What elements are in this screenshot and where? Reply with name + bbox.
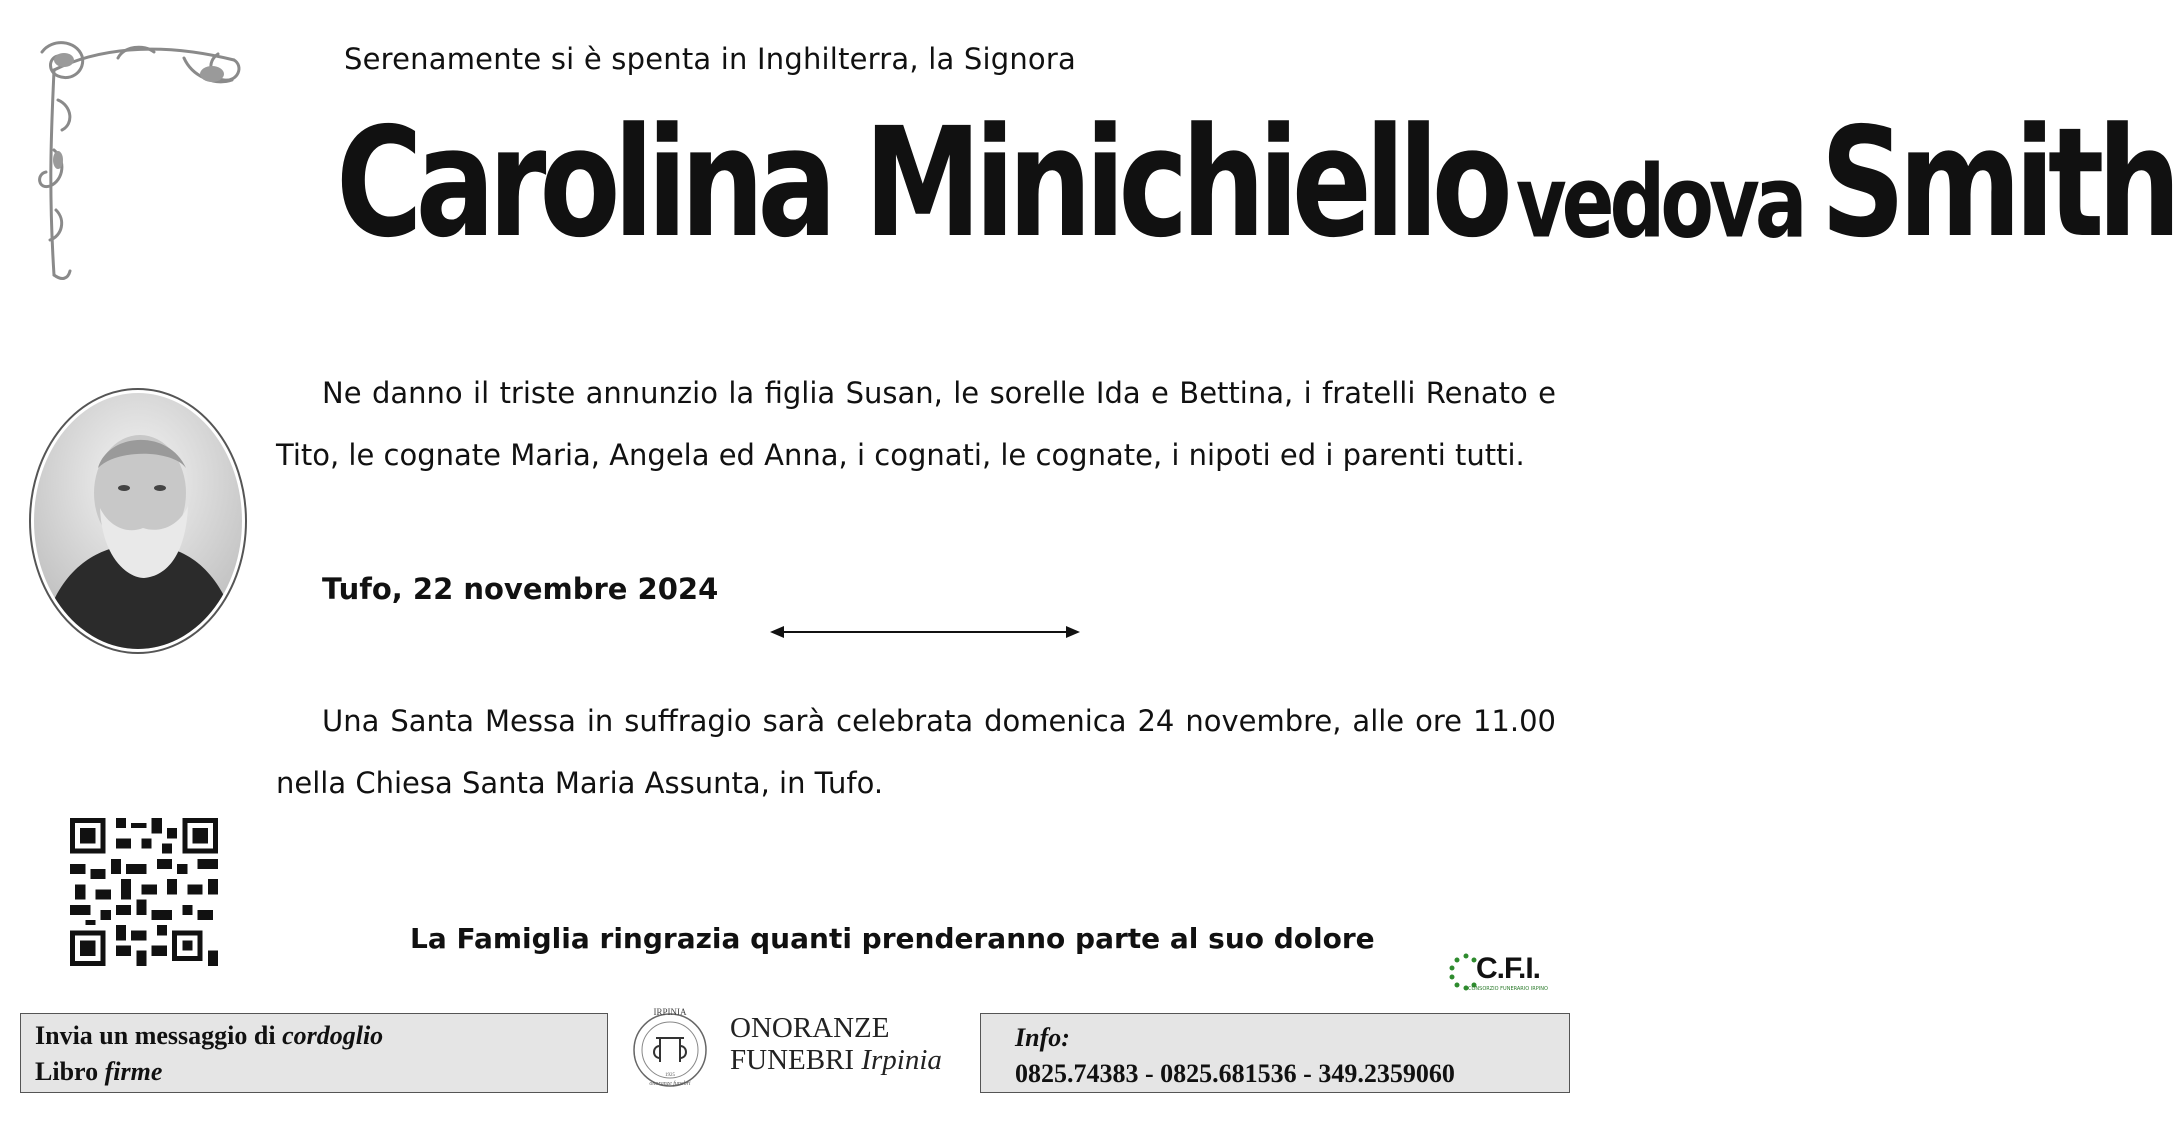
guestbook-link[interactable]: Libro firme [35,1057,163,1086]
funeral-home-seal-icon [630,1000,710,1092]
condolence-box[interactable] [20,1013,608,1093]
name-connector: vedova [1515,145,1803,261]
family-thanks: La Famiglia ringrazia quanti prenderanno parte al suo dolore [410,922,1375,955]
intro-text: Serenamente si è spenta in Inghilterra, la Signora [344,42,1076,76]
cfi-logo [1448,950,1548,998]
deceased-first-name: Carolina Minichiello [336,94,1506,271]
seal-year-text: 1925 [665,1073,675,1078]
condolence-message-link[interactable]: Invia un messaggio di cordoglio [35,1021,384,1050]
mass-paragraph: Una Santa Messa in suffragio sarà celebrata domenica 24 novembre, alle ore 11.00 nella Chiesa Santa Maria Assunta, in Tufo. [276,704,1556,800]
place-date: Tufo, 22 novembre 2024 [322,572,719,606]
seal-bottom-text: onoranze funebri [649,1081,691,1087]
announcement-paragraph: Ne danno il triste annunzio la figlia Susan, le sorelle Ida e Bettina, i fratelli Renato e Tito, le cognate Maria, Angela ed Anna, i cognati, le cognate, i nipoti ed i parenti tutti. [276,376,1556,472]
info-box [980,1013,1570,1093]
cfi-logo-text: C.F.I. [1476,952,1541,985]
deceased-name [336,94,2174,315]
cfi-logo-subtext: CONSORZIO FUNERARIO IRPINO [1468,986,1548,992]
funeral-home-name: ONORANZE FUNEBRI Irpinia [730,1012,942,1076]
seal-top-text: IRPINIA [653,1007,687,1017]
portrait-icon [28,388,248,654]
corner-ornament-icon [34,30,244,290]
deceased-married-name: Smith [1820,94,2174,271]
info-phones: 0825.74383 - 0825.681536 - 349.2359060 [1015,1059,1455,1088]
double-arrow-icon [770,622,1080,642]
qr-code-icon[interactable] [70,818,218,966]
info-label: Info: [1015,1023,1070,1052]
